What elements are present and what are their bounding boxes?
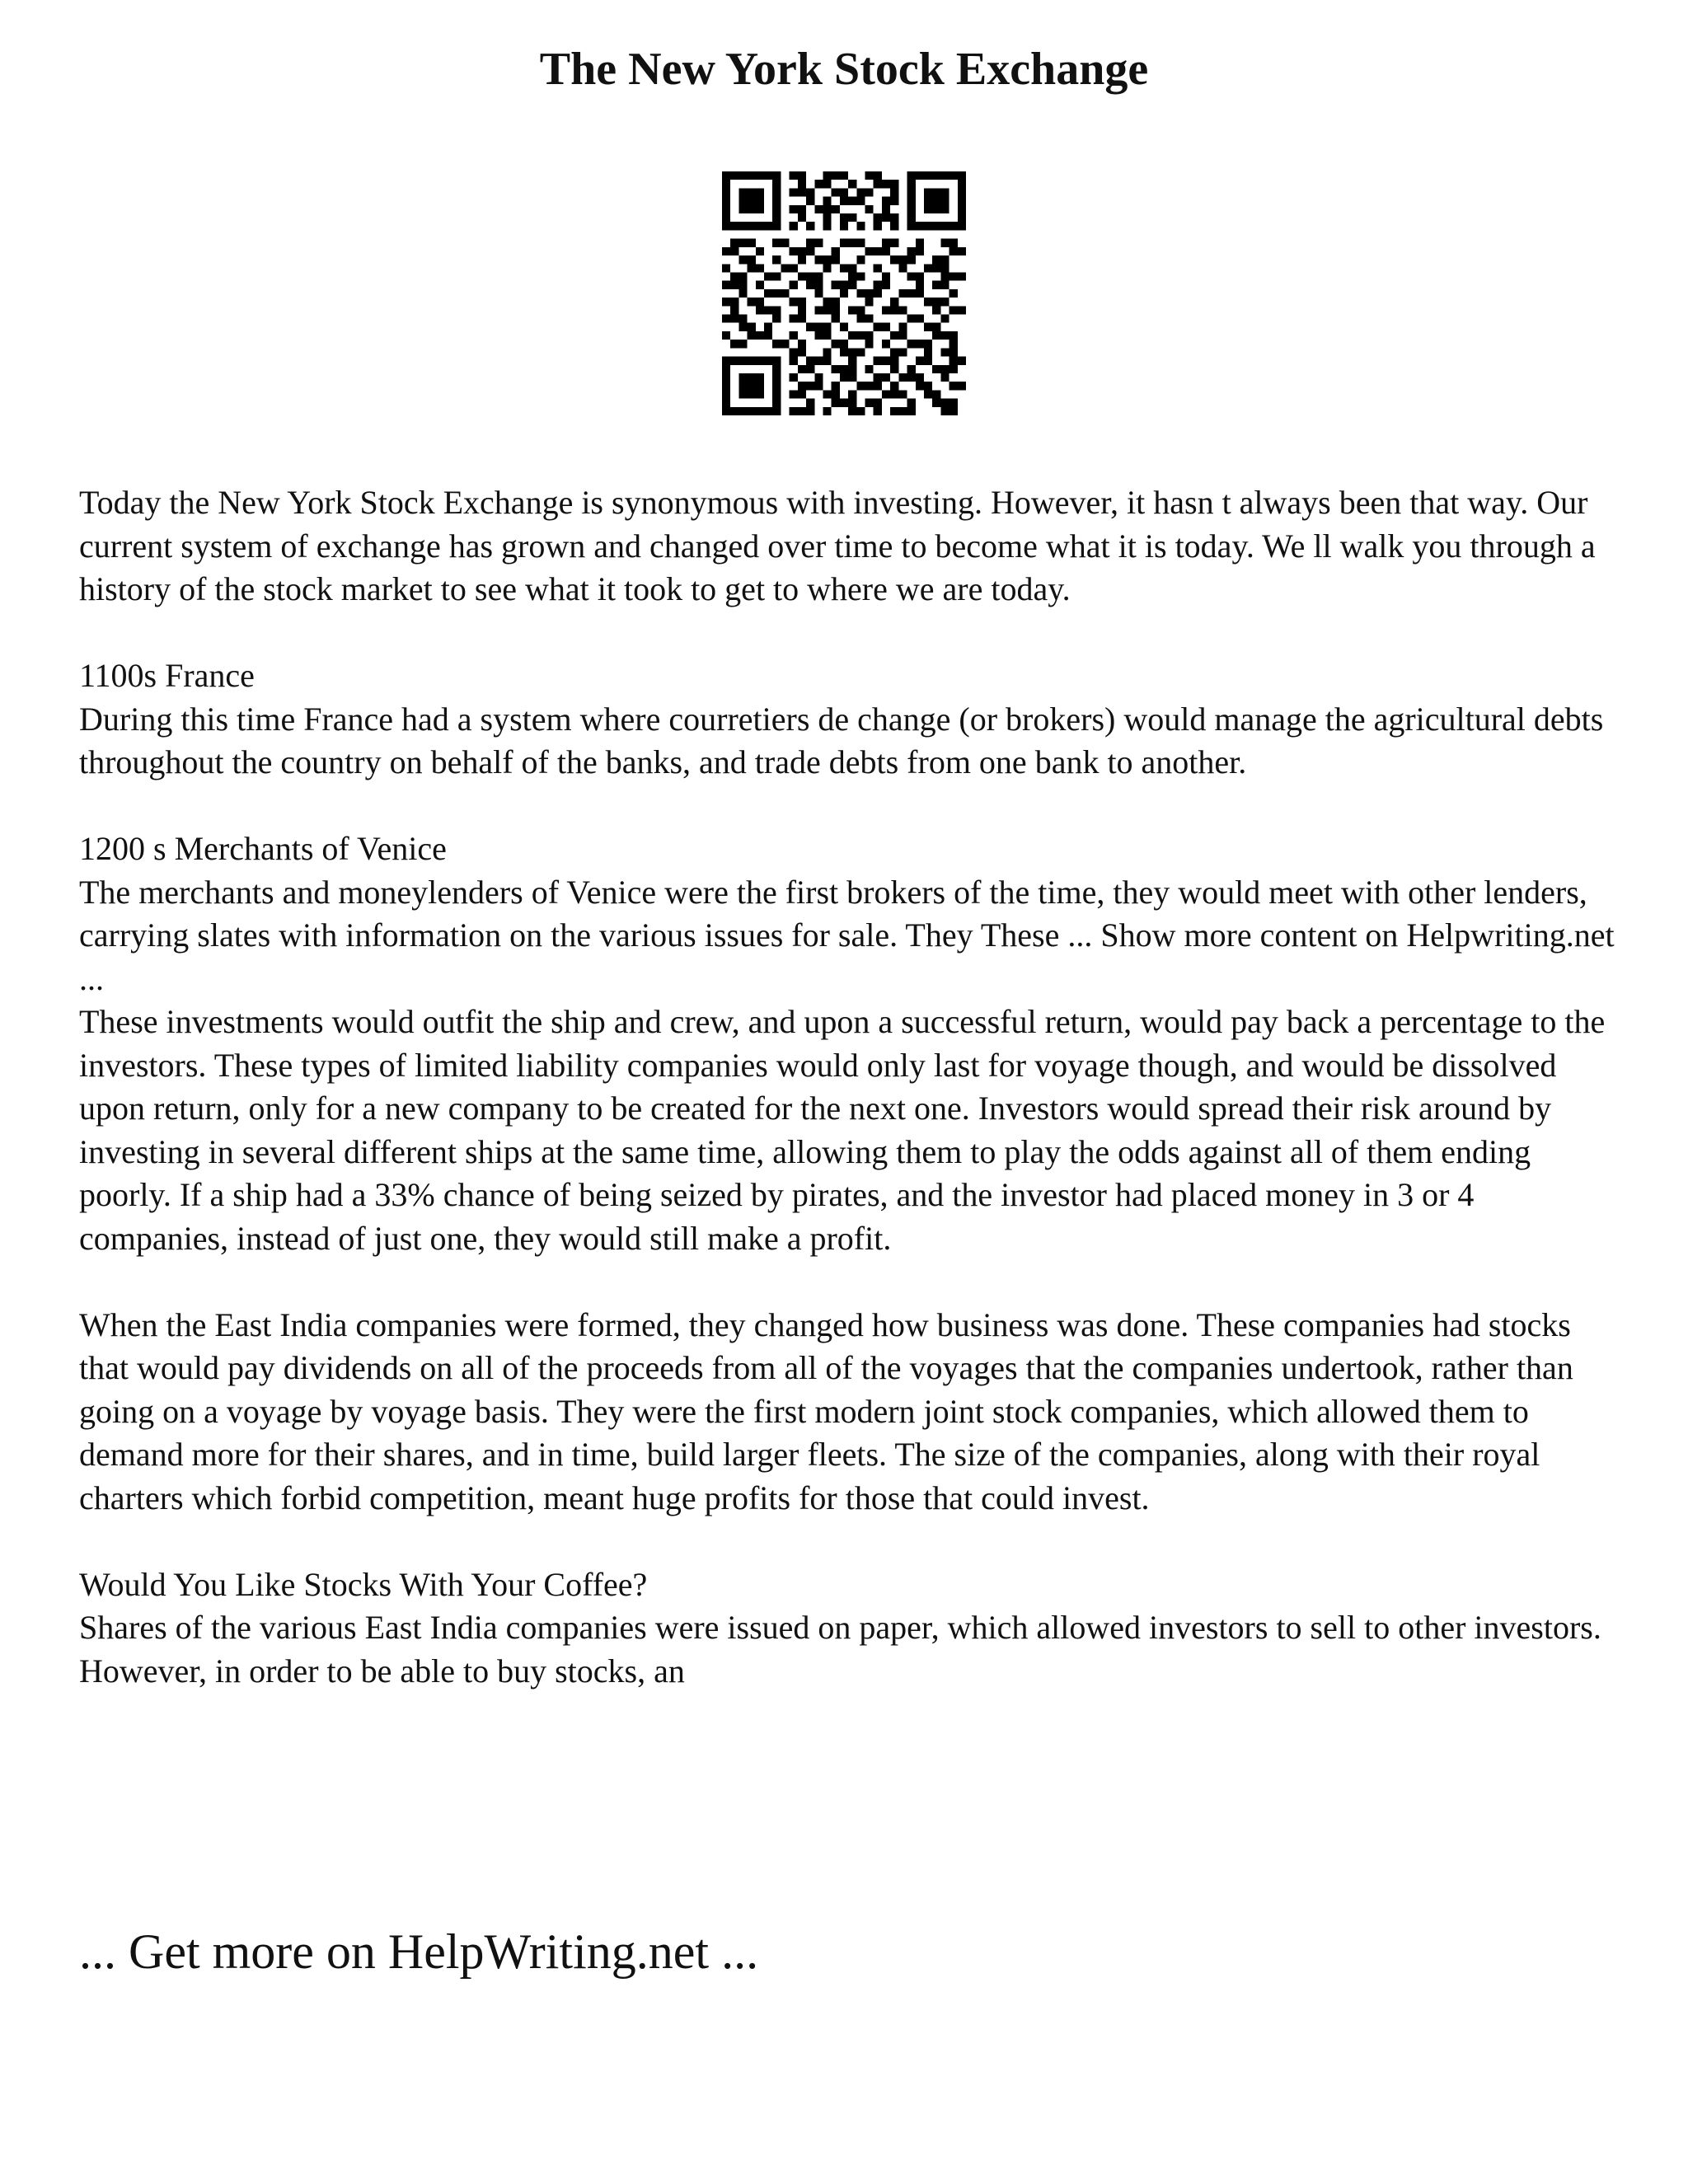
section-heading: 1100s France — [79, 657, 255, 694]
paragraph: When the East India companies were formed, they changed how business was done. These companies had stocks that would pay dividends on all of the proceeds from all of the voyages that the companies undertook, rather than going on a voyage by voyage basis. They were the first modern joint stock companies, which allowed them to demand more for their shares, and in time, build larger fleets. The size of the companies, along with their royal charters which forbid competition, meant huge profits for those that could invest. — [79, 1305, 1573, 1516]
qr-code-icon — [722, 171, 966, 415]
paragraph: During this time France had a system where courretiers de change (or brokers) would manage the agricultural debts throughout the country on behalf of the banks, and trade debts from one bank to another. — [79, 700, 1604, 780]
paragraph: The merchants and moneylenders of Venice were the first brokers of the time, they would meet with other lenders, carrying slates with information on the various issues for sale. They These ... Show more content on Helpwriting.net ... — [79, 873, 1615, 997]
article-body — [79, 481, 1620, 1693]
paragraph: These investments would outfit the ship and crew, and upon a successful return, would pay back a percentage to the investors. These types of limited liability companies would only last for voyage though, and would be dissolved upon return, only for a new company to be created for the next one. Investors would spread their risk around by investing in several different ships at the same time, allowing them to play the odds against all of them ending poorly. If a ship had a 33% chance of being seized by pirates, and the investor had placed money in 3 or 4 companies, instead of just one, they would still make a profit. — [79, 1003, 1606, 1257]
page-title: The New York Stock Exchange — [539, 44, 1149, 95]
section-heading: 1200 s Merchants of Venice — [79, 830, 447, 867]
get-more-link[interactable]: ... Get more on HelpWriting.net ... — [79, 1924, 759, 1979]
section-heading: Would You Like Stocks With Your Coffee? — [79, 1565, 648, 1603]
paragraph: Shares of the various East India companies were issued on paper, which allowed investors to sell to other investors. However, in order to be able to buy stocks, an — [79, 1609, 1601, 1690]
intro-paragraph: Today the New York Stock Exchange is synonymous with investing. However, it hasn t always been that way. Our current system of exchange has grown and changed over time to become what it is today. We ll walk you through a history of the stock market to see what it took to get to where we are today. — [79, 484, 1596, 607]
